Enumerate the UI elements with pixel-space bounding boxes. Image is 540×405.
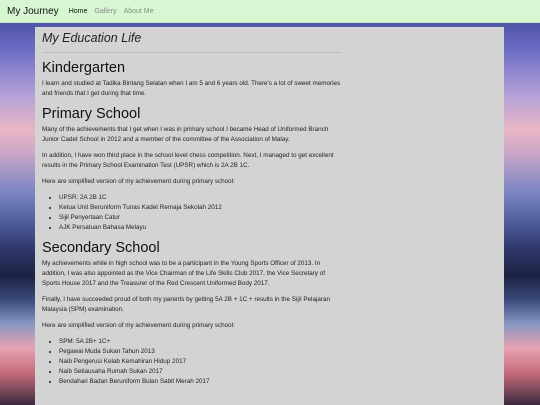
brand-link[interactable]: My Journey — [7, 5, 59, 17]
title-divider — [42, 52, 342, 53]
list-item: • Naib Setiausaha Rumah Sukan 2017 — [59, 367, 504, 377]
achievement-list — [42, 337, 504, 387]
list-item: • Bendahari Badan Beruniform Bulan Sabit Merah 2017 — [59, 377, 504, 387]
paragraph: In addition, I have won third place in the school level chess competition. Next, I managed to get excellent results in the Primary School Examination Test (UPSR) which is 2A 2B 1C. — [42, 152, 334, 169]
paragraph: Finally, I have succeeded proud of both my parents by getting 5A 2B + 1C + results in the Sijil Pelajaran Malaysia (SPM) examination. — [42, 296, 330, 313]
secondary-school-section — [42, 240, 504, 387]
section-heading: Primary School — [42, 106, 141, 122]
kindergarten-section — [42, 60, 504, 99]
list-item: • Naib Pengerusi Kelab Kemahiran Hidup 2017 — [59, 357, 504, 367]
list-item: • Pegawai Muda Sukan Tahun 2013 — [59, 347, 504, 357]
primary-school-section — [42, 106, 504, 233]
list-item: • SPM: 5A 2B+ 1C+ — [59, 337, 504, 347]
navbar — [0, 0, 540, 23]
paragraph: I learn and studied at Tadika Bintang Selatan when I am 5 and 6 years old. There's a lot of sweet memories and friends that I get during that time. — [42, 80, 341, 97]
achievement-list — [42, 193, 504, 233]
list-item: • UPSR: 2A 2B 1C — [59, 193, 504, 203]
nav-link-about-me[interactable]: About Me — [123, 7, 154, 15]
paragraph: My achievements while in high school was to be a participant in the Young Sports Officer of 2013. In addition, I was also appointed as the Vice Chairman of the Life Skills Club 2017, the Vice Secretary of Sports House 2017 and the Treasurer of the Red Crescent Uniformed Body 2017. — [42, 260, 325, 287]
list-item: • AJK Persatuan Bahasa Melayu — [59, 223, 504, 233]
list-item: • Ketua Unit Beruniform Tunas Kadet Remaja Sekolah 2012 — [59, 203, 504, 213]
nav-link-gallery[interactable]: Gallery — [94, 7, 117, 15]
paragraph: Many of the achievements that I get when I was in primary school I became Head of Uniformed Branch Junior Cadet School in 2012 and a member of the committee of the Association of Malay. — [42, 126, 329, 143]
nav-link-home[interactable]: Home — [68, 7, 88, 15]
list-item: • Sijil Penyertaan Catur — [59, 213, 504, 223]
section-heading: Kindergarten — [42, 60, 126, 76]
page-title: My Education Life — [42, 31, 142, 45]
main-content — [35, 27, 504, 405]
paragraph: Here are simplified version of my achievement during primary school: — [42, 322, 235, 329]
paragraph: Here are simplified version of my achievement during primary school: — [42, 178, 235, 185]
section-heading: Secondary School — [42, 240, 160, 256]
